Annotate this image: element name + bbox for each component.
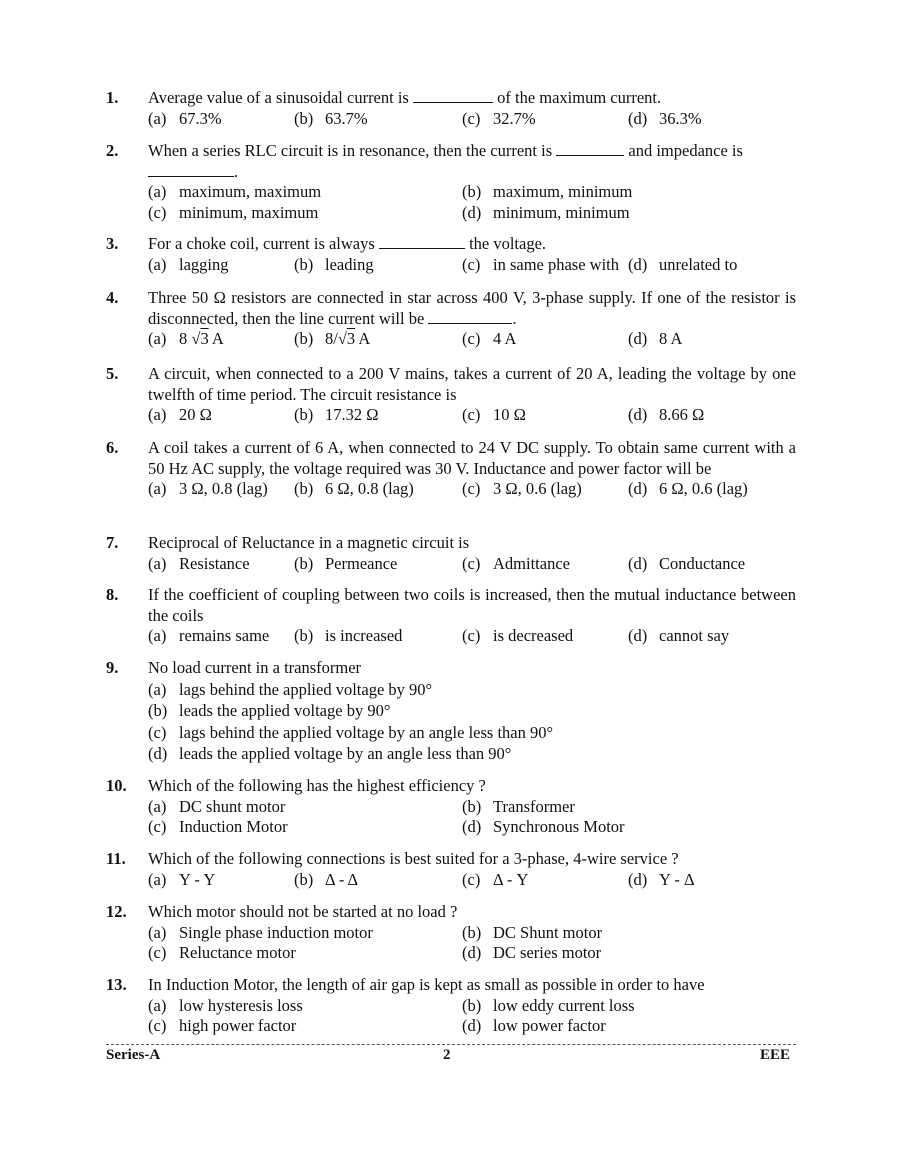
option-d: (d) Synchronous Motor	[462, 817, 625, 836]
option-d: (d) 8.66 Ω	[628, 405, 705, 424]
question-text: For a choke coil, current is always the voltage.	[148, 234, 547, 253]
options	[148, 182, 796, 223]
question-text: A circuit, when connected to a 200 V mains, takes a current of 20 A, leading the voltage by one twelfth of time period. The circuit resistance is	[148, 364, 796, 404]
question-7	[106, 533, 796, 574]
option-b: (b) Permeance	[294, 553, 398, 573]
answer-blank	[148, 162, 234, 177]
option-c: (c) Reluctance motor	[148, 943, 296, 962]
options	[148, 626, 796, 647]
question-number: 11.	[106, 849, 126, 868]
question-number: 2.	[106, 141, 119, 160]
option-c: (c) is decreased	[462, 626, 574, 645]
question-8	[106, 585, 796, 647]
question-text: Which of the following connections is best suited for a 3-phase, 4-wire service ?	[148, 849, 679, 868]
option-b: (b) leads the applied voltage by 90°	[148, 701, 391, 720]
question-number: 4.	[106, 288, 119, 307]
option-c: (c) 32.7%	[462, 108, 536, 128]
option-b: (b) 17.32 Ω	[294, 405, 379, 424]
page-number: 2	[443, 1047, 451, 1063]
question-text: Three 50 Ω resistors are connected in star across 400 V, 3-phase supply. If one of the resistor is disconnected, then the line current will be .	[148, 288, 796, 328]
question-text: Reciprocal of Reluctance in a magnetic circuit is	[148, 533, 470, 552]
option-a: (a) Single phase induction motor	[148, 922, 373, 942]
option-d: (d) unrelated to	[628, 254, 738, 274]
option-d: (d) 6 Ω, 0.6 (lag)	[628, 479, 748, 498]
question-1	[106, 88, 796, 129]
options	[148, 329, 796, 350]
footer-divider	[106, 1044, 796, 1045]
question-text: In Induction Motor, the length of air gap is kept as small as possible in order to have	[148, 975, 705, 994]
option-a: (a) 3 Ω, 0.8 (lag)	[148, 479, 268, 498]
question-number: 10.	[106, 776, 127, 795]
question-number: 7.	[106, 533, 119, 552]
option-c: (c) Δ - Y	[462, 869, 529, 889]
option-a: (a) 20 Ω	[148, 405, 212, 424]
option-a: (a) lagging	[148, 254, 229, 274]
question-text: When a series RLC circuit is in resonance, then the current is and impedance is .	[148, 141, 743, 181]
question-number: 3.	[106, 234, 119, 253]
options	[148, 923, 796, 964]
option-a: (a) DC shunt motor	[148, 796, 286, 816]
question-3	[106, 234, 796, 275]
answer-blank	[413, 88, 493, 103]
question-text: Average value of a sinusoidal current is of the maximum current.	[148, 88, 662, 107]
answer-blank	[428, 309, 512, 324]
option-b: (b) leading	[294, 254, 374, 274]
option-a: (a) 8 √3 A	[148, 329, 224, 348]
question-number: 6.	[106, 438, 119, 457]
question-text: If the coefficient of coupling between two coils is increased, then the mutual inductance between the coils	[148, 585, 796, 625]
question-9	[106, 658, 796, 765]
option-a: (a) Resistance	[148, 553, 250, 573]
question-4	[106, 288, 796, 350]
option-d: (d) 36.3%	[628, 108, 702, 128]
question-number: 5.	[106, 364, 119, 383]
option-d: (d) leads the applied voltage by an angle less than 90°	[148, 744, 512, 763]
question-12	[106, 902, 796, 964]
question-5	[106, 364, 796, 426]
option-a: (a) lags behind the applied voltage by 90°	[148, 679, 433, 699]
option-d: (d) low power factor	[462, 1016, 606, 1035]
options	[148, 679, 796, 765]
option-b: (b) maximum, minimum	[462, 182, 633, 201]
option-b: (b) 63.7%	[294, 108, 368, 128]
option-b: (b) is increased	[294, 626, 403, 645]
question-text: No load current in a transformer	[148, 658, 362, 677]
option-d: (d) cannot say	[628, 626, 730, 645]
question-10	[106, 776, 796, 838]
option-d: (d) DC series motor	[462, 943, 602, 962]
question-text: A coil takes a current of 6 A, when connected to 24 V DC supply. To obtain same current with a 50 Hz AC supply, the voltage required was 30 V. Inductance and power factor will be	[148, 438, 796, 478]
question-text: Which of the following has the highest efficiency ?	[148, 776, 486, 795]
option-b: (b) Δ - Δ	[294, 869, 359, 889]
question-2	[106, 141, 796, 223]
option-c: (c) in same phase with	[462, 254, 620, 274]
options	[148, 255, 796, 276]
option-c: (c) Admittance	[462, 553, 570, 573]
option-c: (c) minimum, maximum	[148, 202, 319, 222]
option-a: (a) Y - Y	[148, 869, 216, 889]
options	[148, 870, 796, 891]
question-number: 1.	[106, 88, 119, 107]
option-d: (d) Y - Δ	[628, 869, 695, 889]
option-c: (c) 4 A	[462, 329, 517, 348]
option-a: (a) maximum, maximum	[148, 182, 322, 201]
option-c: (c) lags behind the applied voltage by an angle less than 90°	[148, 722, 554, 742]
option-d: (d) Conductance	[628, 553, 746, 573]
question-number: 12.	[106, 902, 127, 921]
option-b: (b) 8/√3 A	[294, 329, 371, 348]
option-b: (b) 6 Ω, 0.8 (lag)	[294, 479, 414, 498]
option-c: (c) high power factor	[148, 1016, 297, 1035]
option-b: (b) Transformer	[462, 796, 575, 816]
option-d: (d) minimum, minimum	[462, 202, 630, 222]
option-a: (a) 67.3%	[148, 108, 222, 128]
option-b: (b) DC Shunt motor	[462, 922, 603, 942]
answer-blank	[556, 141, 624, 156]
option-b: (b) low eddy current loss	[462, 995, 635, 1015]
answer-blank	[379, 234, 465, 249]
option-c: (c) Induction Motor	[148, 817, 288, 836]
option-c: (c) 3 Ω, 0.6 (lag)	[462, 479, 582, 498]
question-number: 13.	[106, 975, 127, 994]
question-13	[106, 975, 796, 1037]
options	[148, 797, 796, 838]
options	[148, 554, 796, 575]
question-text: Which motor should not be started at no load ?	[148, 902, 458, 921]
options	[148, 996, 796, 1037]
options	[148, 479, 796, 500]
footer-subject: EEE	[760, 1047, 791, 1063]
question-11	[106, 849, 796, 890]
options	[148, 109, 796, 130]
question-number: 8.	[106, 585, 119, 604]
option-d: (d) 8 A	[628, 329, 683, 348]
options	[148, 405, 796, 426]
option-a: (a) low hysteresis loss	[148, 995, 303, 1015]
footer-series: Series-A	[106, 1047, 161, 1063]
option-a: (a) remains same	[148, 626, 270, 645]
question-number: 9.	[106, 658, 119, 677]
option-c: (c) 10 Ω	[462, 405, 526, 424]
question-6	[106, 438, 796, 500]
